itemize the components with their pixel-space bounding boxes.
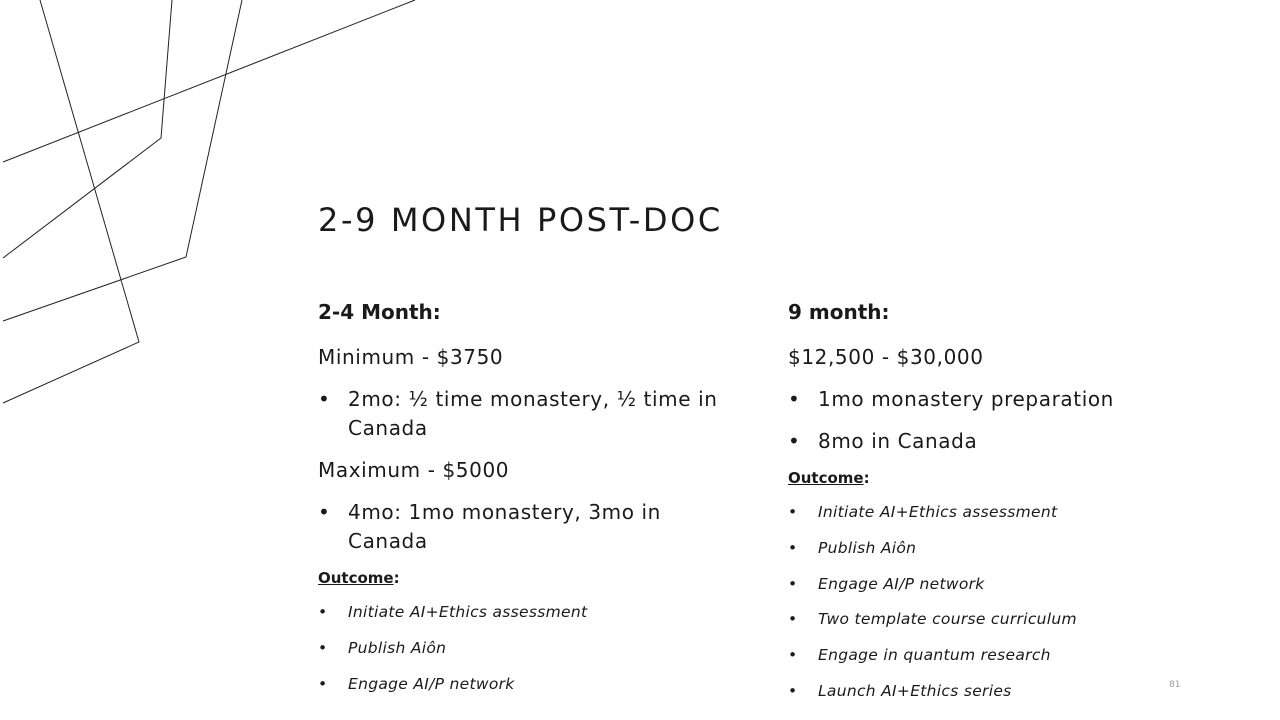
bullet-icon: • <box>788 538 798 557</box>
right-outcome-label: Outcome: <box>788 469 870 487</box>
list-item: • Two template course curriculum <box>788 610 1077 629</box>
left-column <box>318 298 718 708</box>
left-outcome-label: Outcome: <box>318 569 400 587</box>
right-outcome-list <box>788 501 1188 702</box>
left-outcome-list <box>318 601 718 695</box>
left-min-price: Minimum - $3750 <box>318 345 504 369</box>
bullet-icon: • <box>788 681 798 700</box>
bullet-icon: • <box>788 387 801 411</box>
bullet-icon: • <box>788 610 798 629</box>
right-price: $12,500 - $30,000 <box>788 345 984 369</box>
deco-line <box>3 0 242 321</box>
bullet-icon: • <box>318 603 328 621</box>
bullet-icon: • <box>788 503 798 521</box>
list-item: • Launch AI+Ethics series <box>788 681 1012 700</box>
list-item: • Engage in quantum research <box>788 646 1051 665</box>
bullet-icon: • <box>318 674 328 693</box>
bullet-icon: • <box>318 387 331 411</box>
list-item: • Publish Aiôn <box>318 638 447 657</box>
right-column <box>788 298 1188 716</box>
right-list <box>788 385 1188 456</box>
list-item: • 4mo: 1mo monastery, 3mo in Canada <box>318 500 661 553</box>
slide-title: 2-9 MONTH POST-DOC <box>318 201 723 239</box>
list-item: • 8mo in Canada <box>788 427 1188 456</box>
bullet-icon: • <box>788 429 801 453</box>
page-number: 81 <box>1169 680 1181 690</box>
bullet-icon: • <box>318 500 331 524</box>
right-heading: 9 month: <box>788 300 890 324</box>
left-min-list <box>318 385 718 443</box>
deco-line <box>3 0 415 162</box>
bullet-icon: • <box>788 646 798 665</box>
list-item: • 1mo monastery preparation <box>788 385 1188 414</box>
list-item: • 2mo: ½ time monastery, ½ time in Canada <box>318 387 718 440</box>
deco-line <box>3 0 139 403</box>
list-item: • Engage AI/P network <box>788 574 985 593</box>
list-item: • Publish Aiôn <box>788 538 917 557</box>
list-item: • Initiate AI+Ethics assessment <box>318 603 588 621</box>
left-max-list <box>318 498 718 556</box>
bullet-icon: • <box>318 638 328 657</box>
bullet-icon: • <box>788 574 798 593</box>
list-item: • Initiate AI+Ethics assessment <box>788 503 1058 521</box>
left-max-price: Maximum - $5000 <box>318 458 510 482</box>
left-heading: 2-4 Month: <box>318 300 441 324</box>
list-item: • Engage AI/P network <box>318 674 515 693</box>
